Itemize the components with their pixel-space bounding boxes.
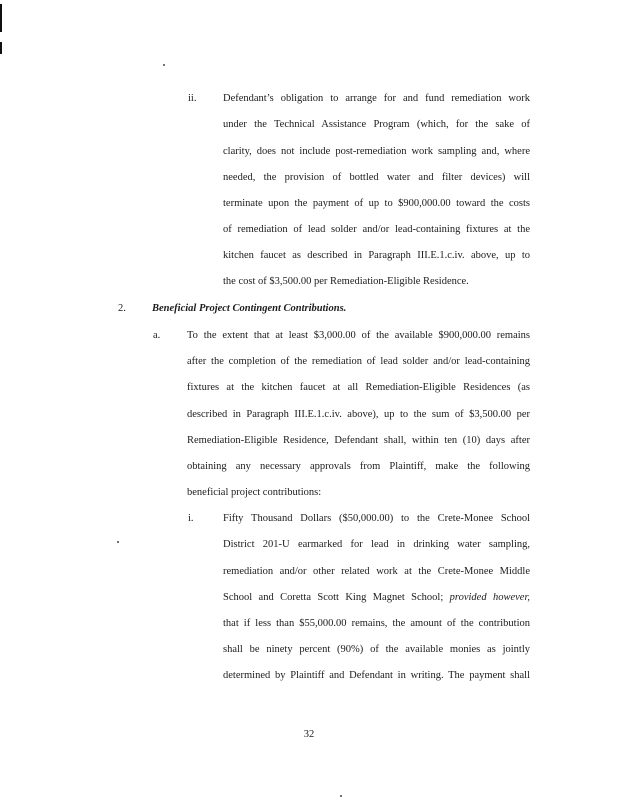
item-i-line: remediation and/or other related work at the Crete-Monee Middle [223,566,530,577]
item-i-line: determined by Plaintiff and Defendant in writing. The payment shall [223,670,530,681]
item-ii-line: kitchen faucet as described in Paragraph III.E.1.c.iv. above, up to [223,250,530,261]
page-number: 32 [303,729,315,740]
scan-edge-mark [0,4,2,32]
proviso-italic: provided however, [449,592,531,603]
section-number: 2. [118,303,126,314]
item-i-line-text: School and Coretta Scott King Magnet School; [223,592,450,603]
item-a-line: described in Paragraph III.E.1.c.iv. above), up to the sum of $3,500.00 per [187,409,530,420]
item-i-label: i. [188,513,194,524]
item-ii-line: terminate upon the payment of up to $900,000.00 toward the costs [223,198,530,209]
item-a-line: Remediation-Eligible Residence, Defendant shall, within ten (10) days after [187,435,530,446]
item-a-line: after the completion of the remediation of lead solder and/or lead-containing [187,356,530,367]
item-ii-line: needed, the provision of bottled water and filter devices) will [223,172,530,183]
item-ii-label: ii. [188,93,197,104]
item-a-label: a. [153,330,161,341]
item-ii-line: under the Technical Assistance Program (which, for the sake of [223,119,530,130]
scan-speck [163,64,165,66]
scan-speck [117,541,119,543]
scan-speck [340,795,342,797]
item-i-line: Fifty Thousand Dollars ($50,000.00) to the Crete-Monee School [223,513,530,524]
item-ii-line: Defendant’s obligation to arrange for and fund remediation work [223,93,530,104]
item-a-line: To the extent that at least $3,000.00 of the available $900,000.00 remains [187,330,530,341]
item-i-line: shall be ninety percent (90%) of the available monies as jointly [223,644,530,655]
item-ii-line: the cost of $3,500.00 per Remediation-Eligible Residence. [223,276,469,287]
item-ii-line: of remediation of lead solder and/or lead-containing fixtures at the [223,224,530,235]
item-i-line: District 201-U earmarked for lead in drinking water sampling, [223,539,530,550]
item-a-line: obtaining any necessary approvals from Plaintiff, make the following [187,461,530,472]
section-heading: Beneficial Project Contingent Contributions. [152,303,347,314]
item-i-line-mixed [223,591,530,605]
item-a-line: fixtures at the kitchen faucet at all Remediation-Eligible Residences (as [187,382,530,393]
item-a-line: beneficial project contributions: [187,487,322,498]
item-ii-line: clarity, does not include post-remediation work sampling and, where [223,146,530,157]
scan-edge-mark [0,42,2,54]
item-i-line: that if less than $55,000.00 remains, the amount of the contribution [223,618,530,629]
